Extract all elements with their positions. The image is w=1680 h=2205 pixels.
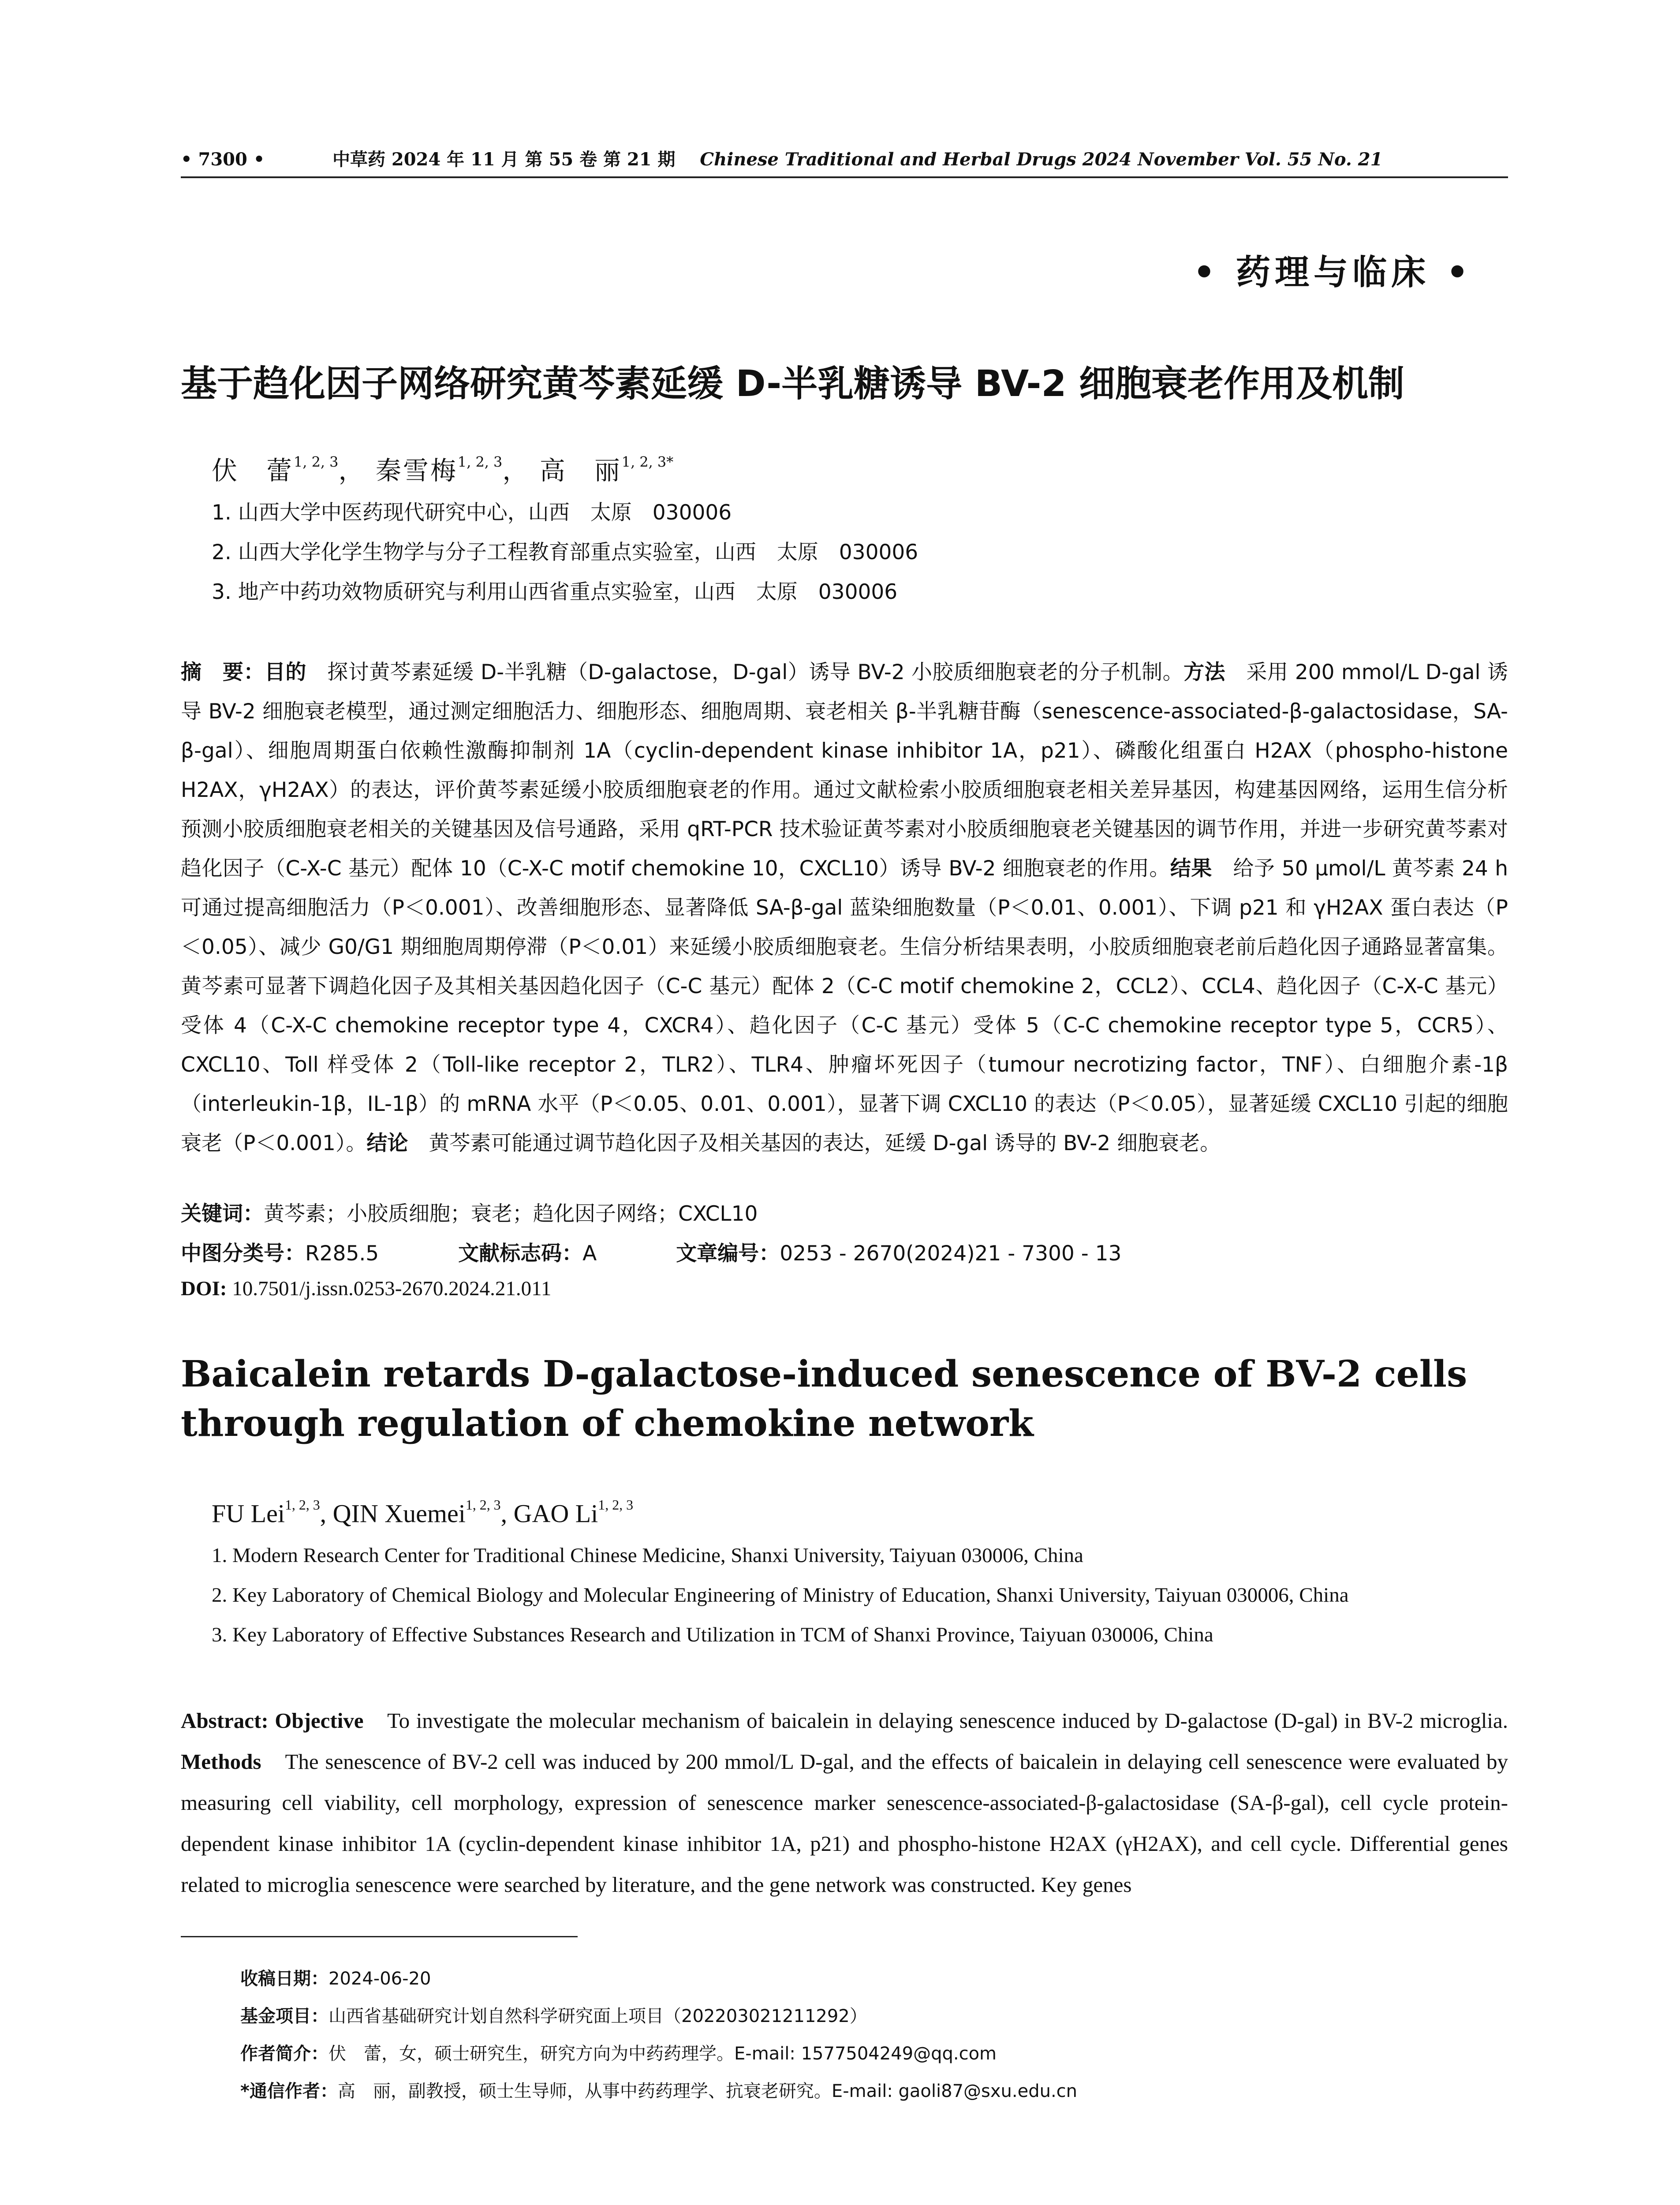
running-header	[181, 146, 1504, 171]
section-label: • 药理与临床 •	[1193, 252, 1473, 292]
header-rule	[181, 176, 1508, 178]
results-label: 结果	[1170, 856, 1212, 881]
author-2-affil: 1, 2, 3	[457, 453, 503, 471]
footnote-funding	[240, 2002, 867, 2027]
doc-code-label: 文献标志码：	[458, 1241, 583, 1266]
journal-name-cn: 中草药 2024 年 11 月 第 55 卷 第 21 期	[332, 149, 676, 170]
author-3: 高 丽	[539, 456, 622, 486]
affiliation-cn-2: 2. 山西大学化学生物学与分子工程教育部重点实验室，山西 太原 030006	[212, 540, 918, 564]
abstract-cn	[181, 653, 1508, 1163]
classification	[181, 1237, 1121, 1267]
footnote-received-value: 2024-06-20	[329, 1969, 431, 1989]
conclusion-text: 黄芩素可能通过调节趋化因子及相关基因的表达，延缓 D-gal 诱导的 BV-2 细胞衰老。	[408, 1131, 1221, 1155]
methods-label: 方法	[1183, 660, 1226, 684]
methods-en-label: Methods	[181, 1749, 261, 1774]
author-en-2: , QIN Xuemei	[320, 1499, 466, 1528]
keywords-label: 关键词：	[181, 1202, 264, 1226]
title-en: Baicalein retards D-galactose-induced senescence of BV-2 cells through regulation of chemokine network	[181, 1353, 1467, 1445]
page-number: • 7300 •	[181, 149, 265, 170]
keywords-value: 黄芩素；小胶质细胞；衰老；趋化因子网络；CXCL10	[264, 1202, 758, 1226]
author-1: 伏 蕾	[212, 456, 294, 486]
author-en-2-affil: 1, 2, 3	[465, 1497, 501, 1513]
affiliation-cn-3: 3. 地产中药功效物质研究与利用山西省重点实验室，山西 太原 030006	[212, 580, 898, 604]
article-no-value: 0253 - 2670(2024)21 - 7300 - 13	[780, 1241, 1122, 1266]
affiliation-en-3: 3. Key Laboratory of Effective Substances Research and Utilization in TCM of Shanxi Province, Taiyuan 030006, China	[212, 1623, 1213, 1646]
abstract-en	[181, 1700, 1508, 1905]
author-en-1: FU Lei	[212, 1499, 285, 1528]
footnote-received	[240, 1965, 431, 1990]
author-2: 秦雪梅	[375, 456, 458, 486]
footnote-funding-value: 山西省基础研究计划自然科学研究面上项目（202203021211292）	[329, 2006, 867, 2026]
clc-label: 中图分类号：	[181, 1241, 305, 1266]
affiliation-en-2: 2. Key Laboratory of Chemical Biology and Molecular Engineering of Ministry of Education, Shanxi University, Taiyuan 030006, China	[212, 1584, 1349, 1607]
author-en-3: , GAO Li	[500, 1499, 598, 1528]
doi	[181, 1277, 551, 1301]
author-3-affil: 1, 2, 3*	[621, 453, 674, 471]
affiliation-en-1: 1. Modern Research Center for Traditional Chinese Medicine, Shanxi University, Taiyuan 030006, China	[212, 1544, 1083, 1567]
doc-code-value: A	[582, 1241, 597, 1266]
keywords	[181, 1197, 758, 1227]
author-1-affil: 1, 2, 3	[294, 453, 339, 471]
authors-en	[212, 1497, 633, 1529]
results-text: 给予 50 μmol/L 黄芩素 24 h 可通过提高细胞活力（P＜0.001）、改善细胞形态、显著降低 SA-β-gal 蓝染细胞数量（P＜0.01、0.001）、下调 p21 和 γH2AX 蛋白表达（P＜0.05）、减少 G0/G1 期细胞周期停滞（P＜0.01）来延缓小胶质细胞衰老。生信分析结果表明，小胶质细胞衰老前后趋化因子通路显著富集。黄芩素可显著下调趋化因子及其相关基因趋化因子（C-C 基元）配体 2（C-C motif chemokine 2，CCL2）、CCL4、趋化因子（C-X-C 基元）受体 4（C-X-C chemokine receptor type 4，CXCR4）、趋化因子（C-C 基元）受体 5（C-C chemokine receptor type 5，CCR5）、CXCL10、Toll 样受体 2（Toll-like receptor 2，TLR2）、TLR4、肿瘤坏死因子（tumour necrotizing factor，TNF）、白细胞介素-1β（interleukin-1β，IL-1β）的 mRNA 水平（P＜0.05、0.01、0.001），显著下调 CXCL10 的表达（P＜0.05），显著延缓 CXCL10 引起的细胞衰老（P＜0.001）。	[181, 856, 1508, 1155]
footnote-author-bio	[240, 2040, 997, 2065]
conclusion-label: 结论	[366, 1131, 408, 1155]
title-cn: 基于趋化因子网络研究黄芩素延缓 D-半乳糖诱导 BV-2 细胞衰老作用及机制	[181, 363, 1405, 405]
footnote-corresponding-label: *通信作者：	[240, 2081, 338, 2101]
author-en-3-affil: 1, 2, 3	[598, 1497, 634, 1513]
footnote-corresponding-value: 高 丽，副教授，硕士生导师，从事中药药理学、抗衰老研究。E-mail: gaoli87@sxu.edu.cn	[337, 2081, 1078, 2101]
objective-en-text: To investigate the molecular mechanism of baicalein in delaying senescence induced by D-galactose (D-gal) in BV-2 microglia.	[363, 1708, 1508, 1733]
objective-text: 探讨黄芩素延缓 D-半乳糖（D-galactose，D-gal）诱导 BV-2 小胶质细胞衰老的分子机制。	[306, 660, 1184, 684]
journal-name-en: Chinese Traditional and Herbal Drugs 2024 November Vol. 55 No. 21	[700, 149, 1383, 170]
footnote-corresponding	[240, 2077, 1077, 2102]
methods-text: 采用 200 mmol/L D-gal 诱导 BV-2 细胞衰老模型，通过测定细胞活力、细胞形态、细胞周期、衰老相关 β-半乳糖苷酶（senescence-associated-β-galactosidase，SA-β-gal）、细胞周期蛋白依赖性激酶抑制剂 1A（cyclin-dependent kinase inhibitor 1A，p21）、磷酸化组蛋白 H2AX（phospho-histone H2AX，γH2AX）的表达，评价黄芩素延缓小胶质细胞衰老的作用。通过文献检索小胶质细胞衰老相关差异基因，构建基因网络，运用生信分析预测小胶质细胞衰老相关的关键基因及信号通路，采用 qRT-PCR 技术验证黄芩素对小胶质细胞衰老关键基因的调节作用，并进一步研究黄芩素对趋化因子（C-X-C 基元）配体 10（C-X-C motif chemokine 10，CXCL10）诱导 BV-2 细胞衰老的作用。	[181, 660, 1508, 881]
author-en-1-affil: 1, 2, 3	[284, 1497, 320, 1513]
footnote-received-label: 收稿日期：	[240, 1969, 329, 1989]
affiliation-cn-1: 1. 山西大学中医药现代研究中心，山西 太原 030006	[212, 501, 732, 525]
objective-label: 目的	[264, 660, 306, 684]
article-no-label: 文章编号：	[676, 1241, 780, 1266]
footnote-author-bio-label: 作者简介：	[240, 2044, 329, 2064]
abstract-en-label: Abstract: Objective	[181, 1708, 364, 1733]
methods-en-text: The senescence of BV-2 cell was induced by 200 mmol/L D-gal, and the effects of baicalein in delaying cell senescence were evaluated by measuring cell viability, cell morphology, expression of senescence marker senescence-associated-β-galactosidase (SA-β-gal), cell cycle protein-dependent kinase inhibitor 1A (cyclin-dependent kinase inhibitor 1A, p21) and phospho-histone H2AX (γH2AX), and cell cycle. Differential genes related to microglia senescence were searched by literature, and the gene network was constructed. Key genes	[181, 1749, 1508, 1897]
footnote-author-bio-value: 伏 蕾，女，硕士研究生，研究方向为中药药理学。E-mail: 1577504249@qq.com	[329, 2044, 997, 2064]
doi-value: 10.7501/j.issn.0253-2670.2024.21.011	[227, 1277, 552, 1300]
footnote-rule	[181, 1936, 578, 1937]
footnote-funding-label: 基金项目：	[240, 2006, 329, 2026]
abstract-label: 摘 要：	[181, 660, 265, 684]
doi-label: DOI:	[181, 1277, 227, 1300]
clc-value: R285.5	[305, 1241, 379, 1266]
authors-cn: 伏 蕾$^{1, 2, 3}$， 秦雪梅$^{1, 2, 3}$， 高 丽$^{1, 2, 3*}$	[212, 453, 674, 486]
